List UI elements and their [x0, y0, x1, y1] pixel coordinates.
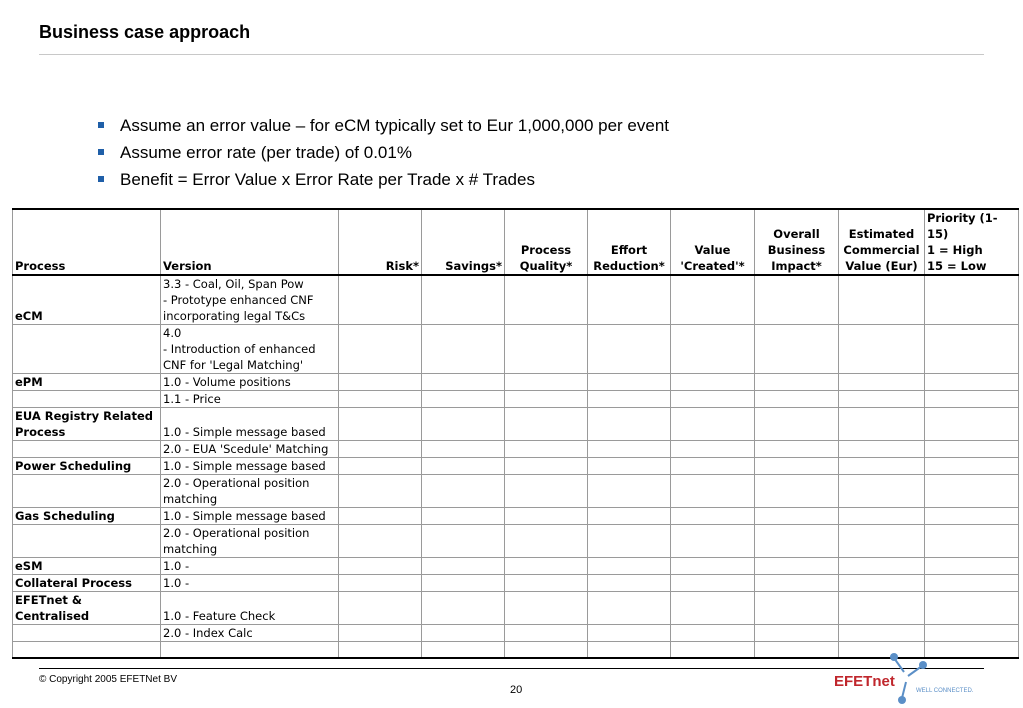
svg-text:WELL CONNECTED.: WELL CONNECTED. — [916, 688, 974, 694]
empty-cell — [588, 275, 671, 325]
empty-cell — [671, 325, 755, 374]
table-row — [13, 475, 1019, 508]
table-row — [13, 508, 1019, 525]
empty-cell — [339, 592, 422, 625]
bullet-text: Assume error rate (per trade) of 0.01% — [120, 143, 412, 162]
empty-cell — [925, 525, 1019, 558]
table-header-row — [13, 209, 1019, 275]
page-number: 20 — [510, 684, 523, 696]
col-header-process-quality: Process Quality* — [505, 209, 588, 275]
empty-cell — [588, 441, 671, 458]
empty-cell — [839, 325, 925, 374]
empty-cell — [671, 441, 755, 458]
empty-cell — [671, 558, 755, 575]
empty-cell — [339, 408, 422, 441]
col-header-process: Process — [13, 209, 161, 275]
empty-cell — [925, 408, 1019, 441]
version-cell: 2.0 - Operational position matching — [161, 525, 339, 558]
empty-cell — [755, 475, 839, 508]
empty-cell — [671, 458, 755, 475]
empty-cell — [755, 642, 839, 658]
empty-cell — [339, 525, 422, 558]
empty-cell — [839, 592, 925, 625]
version-cell: 1.0 - Feature Check — [161, 592, 339, 625]
empty-cell — [588, 325, 671, 374]
col-header-overall-impact: Overall Business Impact* — [755, 209, 839, 275]
process-cell — [13, 475, 161, 508]
table-row — [13, 558, 1019, 575]
bullet-text: Assume an error value – for eCM typically set to Eur 1,000,000 per event — [120, 116, 669, 135]
empty-cell — [505, 642, 588, 658]
empty-cell — [671, 391, 755, 408]
table-row — [13, 325, 1019, 374]
table-row — [13, 408, 1019, 441]
empty-cell — [755, 275, 839, 325]
process-cell: Power Scheduling — [13, 458, 161, 475]
empty-cell — [925, 458, 1019, 475]
empty-cell — [755, 525, 839, 558]
col-header-version: Version — [161, 209, 339, 275]
process-cell — [13, 525, 161, 558]
empty-cell — [839, 558, 925, 575]
empty-cell — [925, 325, 1019, 374]
empty-cell — [422, 391, 505, 408]
empty-cell — [839, 275, 925, 325]
empty-cell — [839, 625, 925, 642]
empty-cell — [925, 625, 1019, 642]
empty-cell — [588, 391, 671, 408]
empty-cell — [505, 558, 588, 575]
empty-cell — [671, 575, 755, 592]
empty-cell — [671, 408, 755, 441]
empty-cell — [422, 325, 505, 374]
table-row — [13, 525, 1019, 558]
square-bullet-icon — [98, 122, 104, 128]
empty-cell — [755, 508, 839, 525]
empty-cell — [755, 458, 839, 475]
empty-cell — [422, 374, 505, 391]
empty-cell — [505, 525, 588, 558]
empty-cell — [422, 642, 505, 658]
version-cell: 1.0 - Volume positions — [161, 374, 339, 391]
empty-cell — [588, 592, 671, 625]
empty-cell — [505, 391, 588, 408]
empty-cell — [505, 475, 588, 508]
empty-cell — [839, 475, 925, 508]
empty-cell — [339, 475, 422, 508]
process-cell — [13, 642, 161, 658]
empty-cell — [839, 408, 925, 441]
empty-cell — [422, 558, 505, 575]
empty-cell — [925, 391, 1019, 408]
empty-cell — [422, 508, 505, 525]
process-cell: eSM — [13, 558, 161, 575]
copyright-text: © Copyright 2005 EFETNet BV — [39, 674, 177, 685]
empty-cell — [505, 374, 588, 391]
table-row — [13, 458, 1019, 475]
empty-cell — [925, 508, 1019, 525]
empty-cell — [755, 325, 839, 374]
empty-cell — [588, 374, 671, 391]
table-row — [13, 441, 1019, 458]
empty-cell — [755, 391, 839, 408]
empty-cell — [339, 325, 422, 374]
empty-cell — [588, 642, 671, 658]
empty-cell — [422, 408, 505, 441]
empty-cell — [755, 558, 839, 575]
empty-cell — [755, 625, 839, 642]
empty-cell — [755, 408, 839, 441]
table-row — [13, 275, 1019, 325]
empty-cell — [839, 391, 925, 408]
empty-cell — [422, 625, 505, 642]
empty-cell — [339, 575, 422, 592]
bullet-item — [98, 139, 669, 166]
empty-cell — [925, 592, 1019, 625]
table-row — [13, 374, 1019, 391]
empty-cell — [671, 525, 755, 558]
version-cell: 2.0 - Operational position matching — [161, 475, 339, 508]
empty-cell — [925, 558, 1019, 575]
square-bullet-icon — [98, 149, 104, 155]
efetnet-logo — [832, 650, 982, 706]
square-bullet-icon — [98, 176, 104, 182]
version-cell: 2.0 - EUA 'Scedule' Matching — [161, 441, 339, 458]
version-cell: 4.0 - Introduction of enhanced CNF for 'Legal Matching' — [161, 325, 339, 374]
table-row — [13, 625, 1019, 642]
slide-title: Business case approach — [39, 22, 251, 42]
version-cell: 1.1 - Price — [161, 391, 339, 408]
process-cell — [13, 391, 161, 408]
version-cell: 1.0 - Simple message based — [161, 458, 339, 475]
empty-cell — [422, 275, 505, 325]
process-cell: Collateral Process — [13, 575, 161, 592]
empty-cell — [839, 508, 925, 525]
empty-cell — [422, 592, 505, 625]
version-cell: 3.3 - Coal, Oil, Span Pow - Prototype enhanced CNF incorporating legal T&Cs — [161, 275, 339, 325]
empty-cell — [925, 374, 1019, 391]
bullet-text: Benefit = Error Value x Error Rate per Trade x # Trades — [120, 170, 535, 189]
process-cell — [13, 625, 161, 642]
empty-cell — [339, 374, 422, 391]
empty-cell — [505, 575, 588, 592]
empty-cell — [422, 525, 505, 558]
empty-cell — [339, 558, 422, 575]
col-header-value-created: Value 'Created'* — [671, 209, 755, 275]
process-cell: EFETnet & Centralised — [13, 592, 161, 625]
empty-cell — [588, 575, 671, 592]
process-cell: Gas Scheduling — [13, 508, 161, 525]
empty-cell — [755, 441, 839, 458]
empty-cell — [339, 441, 422, 458]
bullet-list — [98, 112, 669, 193]
empty-cell — [671, 625, 755, 642]
empty-cell — [422, 441, 505, 458]
empty-cell — [839, 458, 925, 475]
title-divider — [39, 54, 984, 55]
process-cell: EUA Registry Related Process — [13, 408, 161, 441]
version-cell: 1.0 - — [161, 558, 339, 575]
svg-text:EFETnet: EFETnet — [834, 673, 895, 690]
process-cell: ePM — [13, 374, 161, 391]
version-cell: 1.0 - Simple message based — [161, 408, 339, 441]
empty-cell — [839, 575, 925, 592]
bullet-item — [98, 166, 669, 193]
empty-cell — [339, 642, 422, 658]
empty-cell — [839, 525, 925, 558]
table-row — [13, 575, 1019, 592]
version-cell — [161, 642, 339, 658]
empty-cell — [755, 374, 839, 391]
empty-cell — [505, 458, 588, 475]
col-header-commercial-value: Estimated Commercial Value (Eur) — [839, 209, 925, 275]
empty-cell — [339, 625, 422, 642]
empty-cell — [422, 475, 505, 508]
empty-cell — [505, 625, 588, 642]
empty-cell — [671, 275, 755, 325]
empty-cell — [588, 525, 671, 558]
empty-cell — [588, 558, 671, 575]
empty-cell — [588, 625, 671, 642]
empty-cell — [505, 441, 588, 458]
empty-cell — [339, 508, 422, 525]
empty-cell — [505, 592, 588, 625]
col-header-effort-reduction: Effort Reduction* — [588, 209, 671, 275]
empty-cell — [505, 275, 588, 325]
process-cell: eCM — [13, 275, 161, 325]
empty-cell — [671, 508, 755, 525]
empty-cell — [839, 374, 925, 391]
bullet-item — [98, 112, 669, 139]
empty-cell — [505, 325, 588, 374]
empty-cell — [339, 275, 422, 325]
empty-cell — [671, 374, 755, 391]
empty-cell — [925, 575, 1019, 592]
empty-cell — [339, 391, 422, 408]
version-cell: 2.0 - Index Calc — [161, 625, 339, 642]
col-header-risk: Risk* — [339, 209, 422, 275]
empty-cell — [671, 642, 755, 658]
empty-cell — [422, 458, 505, 475]
empty-cell — [839, 441, 925, 458]
empty-cell — [925, 475, 1019, 508]
table-row — [13, 592, 1019, 625]
empty-cell — [505, 508, 588, 525]
empty-cell — [925, 275, 1019, 325]
empty-cell — [422, 575, 505, 592]
version-cell: 1.0 - — [161, 575, 339, 592]
process-cell — [13, 441, 161, 458]
empty-cell — [671, 475, 755, 508]
empty-cell — [588, 408, 671, 441]
empty-cell — [588, 508, 671, 525]
empty-cell — [588, 475, 671, 508]
version-cell: 1.0 - Simple message based — [161, 508, 339, 525]
process-cell — [13, 325, 161, 374]
empty-cell — [588, 458, 671, 475]
col-header-priority: Priority (1-15) 1 = High 15 = Low — [925, 209, 1019, 275]
business-case-table — [12, 208, 1019, 659]
empty-cell — [755, 575, 839, 592]
table-row — [13, 391, 1019, 408]
col-header-savings: Savings* — [422, 209, 505, 275]
empty-cell — [671, 592, 755, 625]
empty-cell — [339, 458, 422, 475]
empty-cell — [755, 592, 839, 625]
empty-cell — [505, 408, 588, 441]
empty-cell — [925, 441, 1019, 458]
